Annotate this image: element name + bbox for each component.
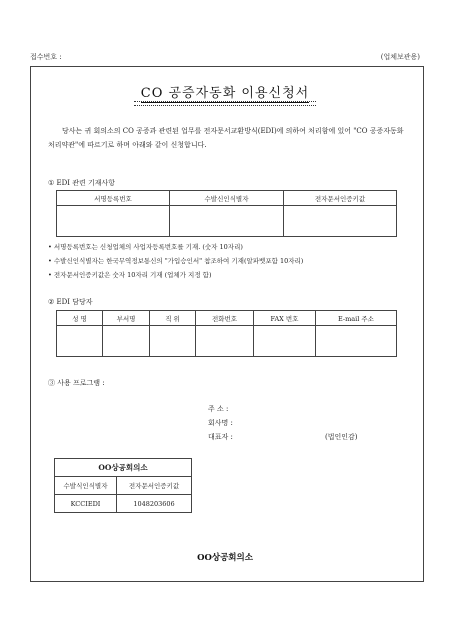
form-title-text: CO 공증자동화 이용신청서 xyxy=(140,86,310,101)
note-edoc-auth-key: • 전자문서인증키값은 숫자 10자리 기재 (업체가 지정 함) xyxy=(48,271,212,279)
edi-contact-table xyxy=(56,310,397,357)
intro-paragraph: 당사는 귀 회의소의 CO 공증과 관련된 업무를 전자문서교환방식(EDI)에 의하여 처리함에 있어 "CO 공증자동화 처리약관"에 따르기로 하며 아래와 같이 신청합니다. xyxy=(48,127,404,149)
table-row xyxy=(57,326,397,357)
department-cell[interactable] xyxy=(103,326,150,357)
footer-chamber-name: OO상공회의소 xyxy=(197,553,253,563)
receipt-number-label: 접수번호 : xyxy=(30,53,62,61)
col-signature-reg-no: 서명등록번호 xyxy=(57,191,170,206)
sender-receiver-id-cell[interactable] xyxy=(170,206,284,237)
phone-cell[interactable] xyxy=(196,326,254,357)
company-name-label: 회사명 : xyxy=(208,419,233,427)
sender-id-value: KCCIEDI xyxy=(55,495,117,513)
section1-heading: ① EDI 관련 기재사항 xyxy=(48,179,116,187)
note-signature-reg-no: • 서명등록번호는 신청업체의 사업자등록번호를 기재. (숫자 10자리) xyxy=(48,243,243,251)
section2-heading: ② EDI 담당자 xyxy=(48,298,93,306)
table-header-row xyxy=(57,191,397,206)
col-sender-id-header: 수발식인식별자 xyxy=(55,477,117,495)
table-row xyxy=(57,206,397,237)
office-use-label: (업체보관용) xyxy=(380,53,420,61)
signature-reg-no-cell[interactable] xyxy=(57,206,170,237)
edoc-auth-key-cell[interactable] xyxy=(284,206,397,237)
address-label: 주 소 : xyxy=(208,405,229,413)
col-department: 부서명 xyxy=(103,311,150,326)
table-header-row xyxy=(57,311,397,326)
chamber-title-row xyxy=(55,459,192,477)
title-underline xyxy=(134,101,316,106)
section3-heading: ③ 사용 프로그램 : xyxy=(48,379,105,387)
col-sender-receiver-id: 수발신인식별자 xyxy=(170,191,284,206)
col-phone: 전화번호 xyxy=(196,311,254,326)
auth-key-value: 1048203606 xyxy=(117,495,192,513)
chamber-info-box xyxy=(54,458,192,513)
edi-info-table xyxy=(56,190,397,237)
fax-cell[interactable] xyxy=(254,326,316,357)
chamber-title: OO상공회의소 xyxy=(55,459,192,477)
table-header-row xyxy=(55,477,192,495)
col-email: E-mail 주소 xyxy=(316,311,397,326)
ceo-label: 대표자 : xyxy=(208,433,233,441)
position-cell[interactable] xyxy=(150,326,196,357)
email-cell[interactable] xyxy=(316,326,397,357)
col-edoc-auth-key: 전자문서인증키값 xyxy=(284,191,397,206)
col-name: 성 명 xyxy=(57,311,103,326)
note-sender-receiver-id: • 수발신인식별자는 한국무역정보통신의 "가입승인서" 참조하여 기재(알파벳포함 10자리) xyxy=(48,257,304,265)
name-cell[interactable] xyxy=(57,326,103,357)
form-title xyxy=(0,82,450,101)
col-auth-key-header: 전자문서인증키값 xyxy=(117,477,192,495)
col-fax: FAX 번호 xyxy=(254,311,316,326)
table-row xyxy=(55,495,192,513)
col-position: 직 위 xyxy=(150,311,196,326)
corporate-seal-label: (법인인감) xyxy=(325,433,358,441)
